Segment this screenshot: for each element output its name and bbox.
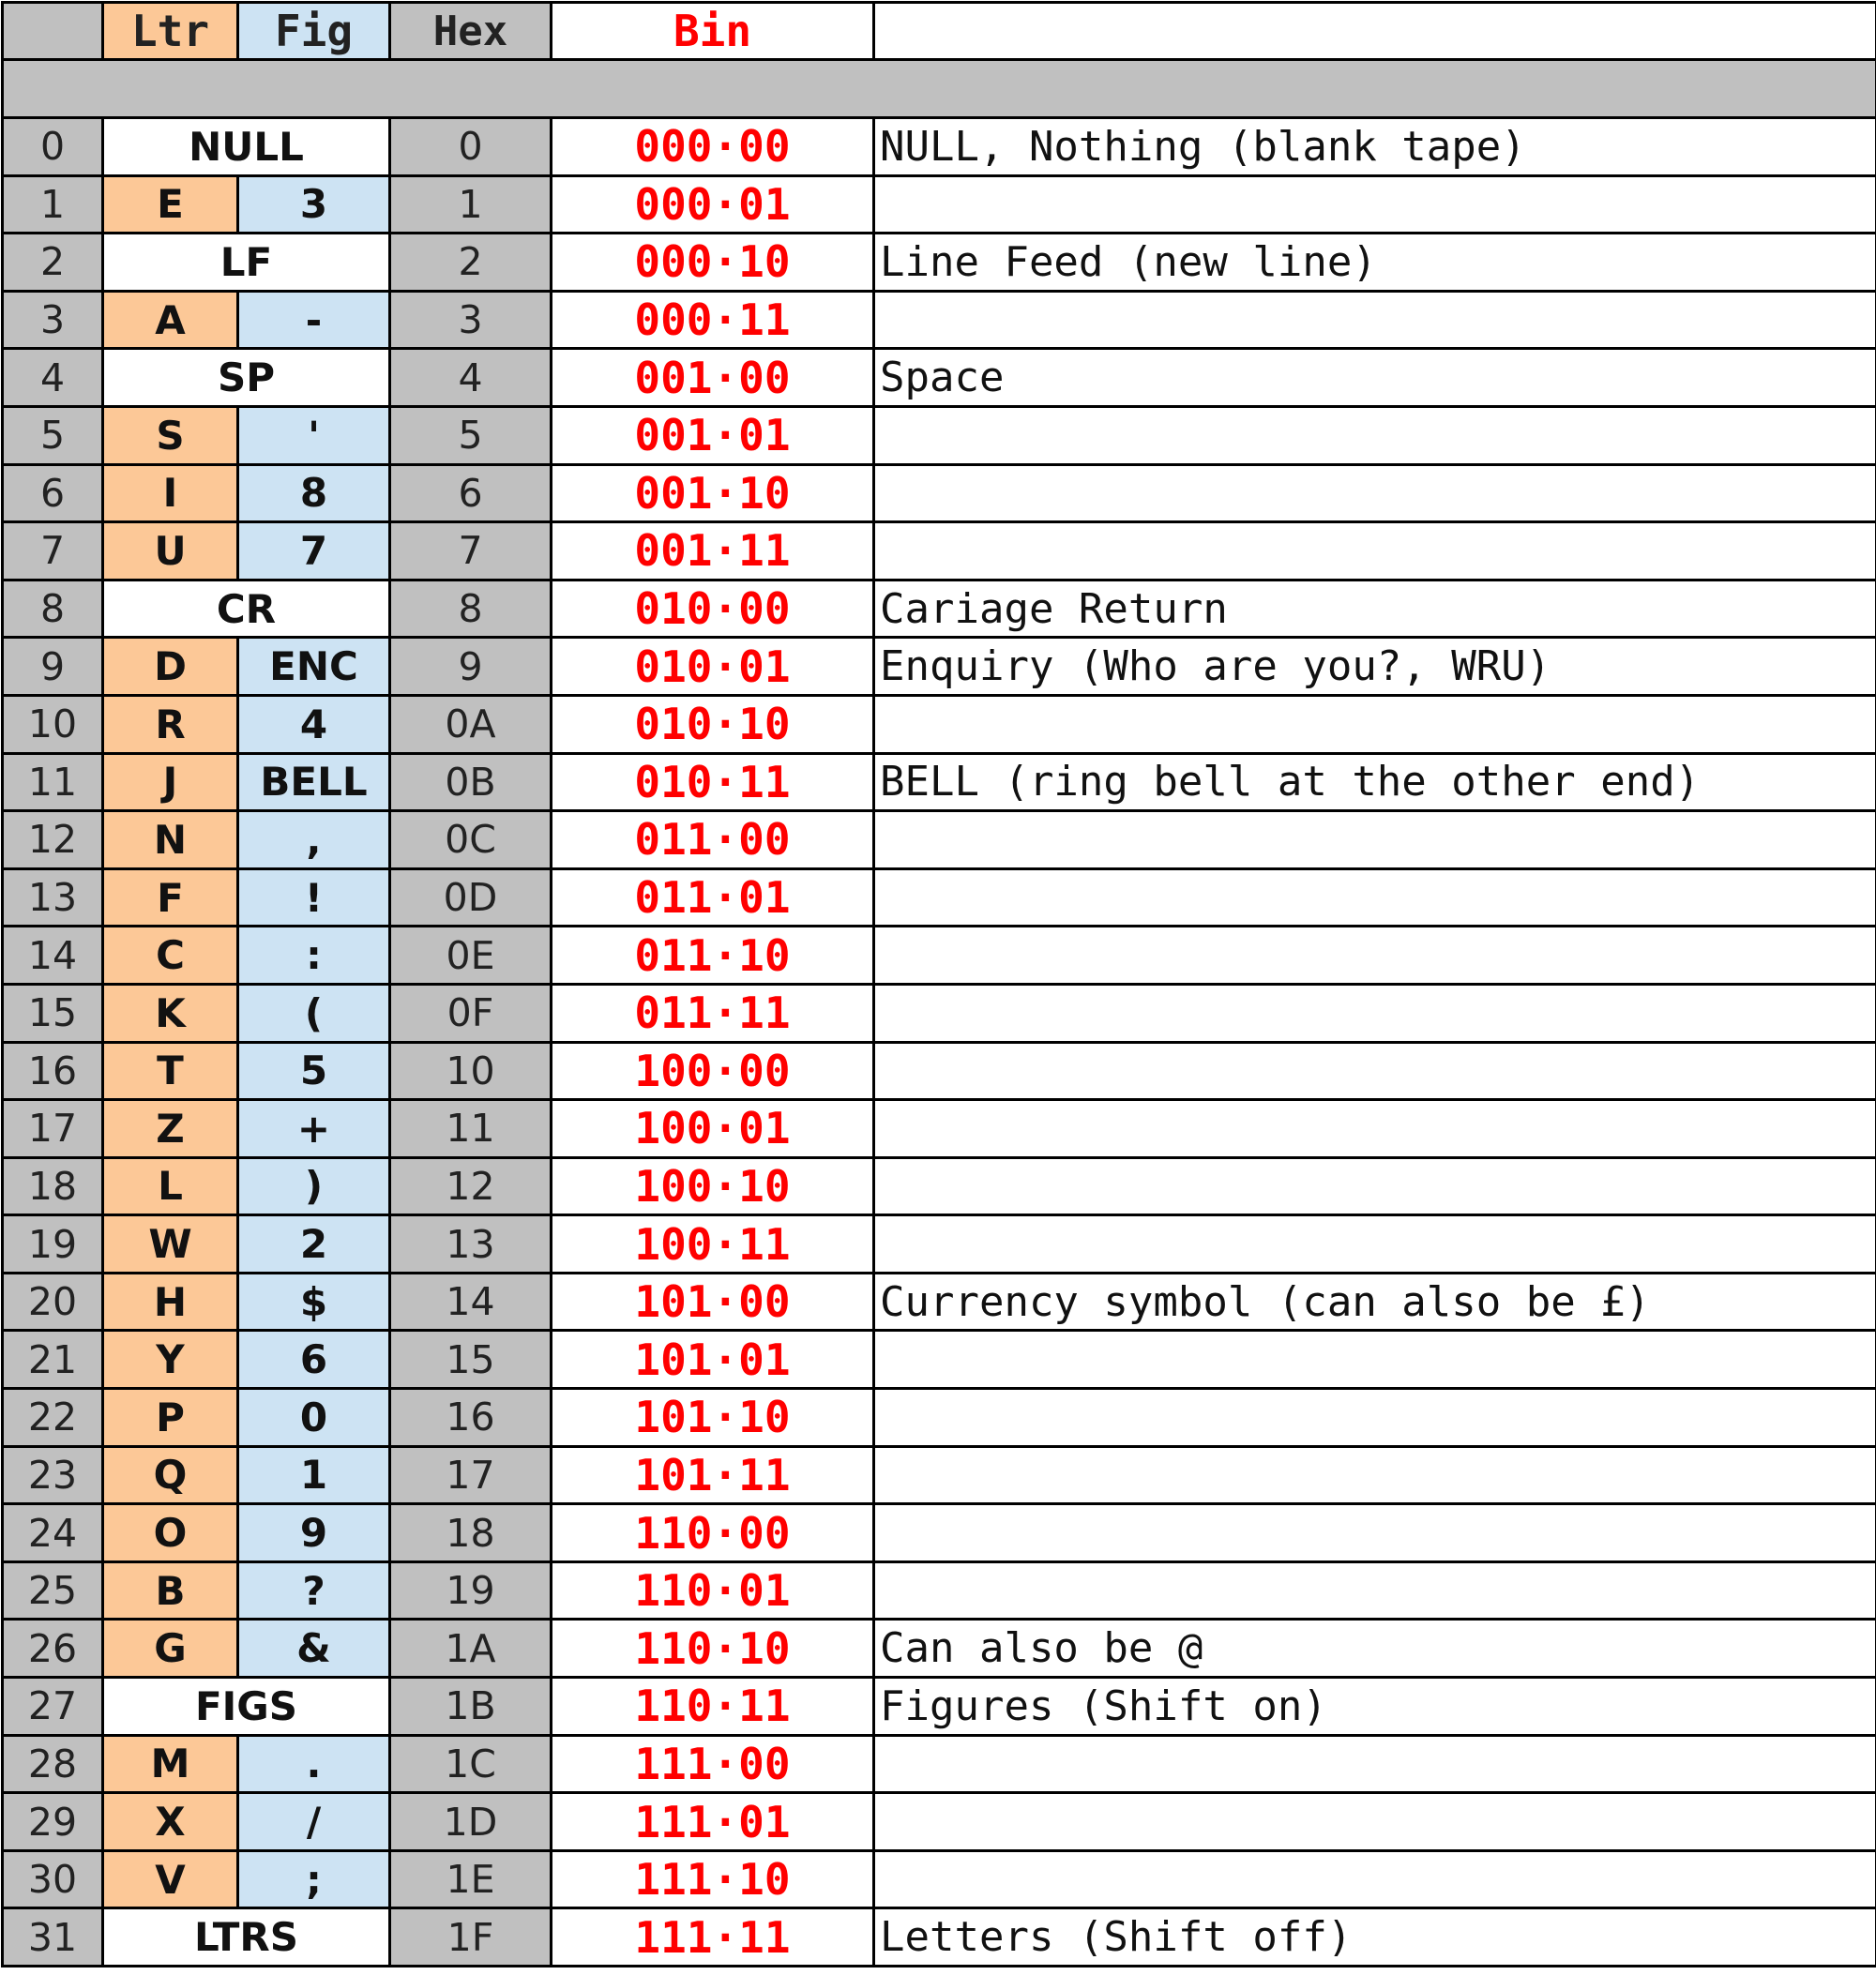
hex-cell: 1F [390, 1908, 552, 1967]
hex-cell: 2 [390, 234, 552, 292]
decimal-cell: 27 [3, 1678, 103, 1736]
decimal-cell: 13 [3, 868, 103, 927]
figure-cell: BELL [238, 753, 390, 811]
description-cell: Space [874, 349, 1876, 407]
figure-cell: 9 [238, 1504, 390, 1562]
letter-cell: O [103, 1504, 238, 1562]
decimal-cell: 1 [3, 175, 103, 234]
description-cell [874, 1793, 1876, 1851]
separator-cell [3, 60, 1876, 118]
control-code-cell: FIGS [103, 1678, 390, 1736]
baudot-code-table [1, 1, 1876, 1967]
header-ltr: Ltr [103, 3, 238, 60]
decimal-cell: 22 [3, 1389, 103, 1447]
decimal-cell: 6 [3, 464, 103, 522]
table-row [3, 1735, 1876, 1793]
decimal-cell: 4 [3, 349, 103, 407]
letter-cell: L [103, 1157, 238, 1215]
letter-cell: N [103, 811, 238, 869]
control-code-cell: LTRS [103, 1908, 390, 1967]
figure-cell: . [238, 1735, 390, 1793]
table-row [3, 1908, 1876, 1967]
binary-cell: 110·11 [552, 1678, 874, 1736]
letter-cell: K [103, 984, 238, 1042]
header-bin: Bin [552, 3, 874, 60]
table-row [3, 1215, 1876, 1274]
decimal-cell: 9 [3, 638, 103, 696]
description-cell [874, 927, 1876, 985]
hex-cell: 6 [390, 464, 552, 522]
header-description-blank [874, 3, 1876, 60]
table-body [3, 118, 1876, 1967]
binary-cell: 101·11 [552, 1446, 874, 1504]
decimal-cell: 2 [3, 234, 103, 292]
decimal-cell: 28 [3, 1735, 103, 1793]
figure-cell: ? [238, 1561, 390, 1620]
decimal-cell: 26 [3, 1620, 103, 1678]
description-cell: Currency symbol (can also be £) [874, 1273, 1876, 1331]
hex-cell: 3 [390, 291, 552, 349]
table-row [3, 984, 1876, 1042]
binary-cell: 111·10 [552, 1850, 874, 1908]
binary-cell: 001·01 [552, 406, 874, 464]
description-cell [874, 1446, 1876, 1504]
figure-cell: & [238, 1620, 390, 1678]
table-row [3, 1850, 1876, 1908]
hex-cell: 1D [390, 1793, 552, 1851]
description-cell [874, 1331, 1876, 1389]
letter-cell: X [103, 1793, 238, 1851]
description-cell [874, 1561, 1876, 1620]
decimal-cell: 10 [3, 695, 103, 753]
binary-cell: 011·10 [552, 927, 874, 985]
description-cell: Line Feed (new line) [874, 234, 1876, 292]
description-cell [874, 1850, 1876, 1908]
hex-cell: 0B [390, 753, 552, 811]
hex-cell: 4 [390, 349, 552, 407]
figure-cell: ! [238, 868, 390, 927]
description-cell [874, 695, 1876, 753]
control-code-cell: LF [103, 234, 390, 292]
table-row [3, 175, 1876, 234]
binary-cell: 000·10 [552, 234, 874, 292]
header-dec-blank [3, 3, 103, 60]
decimal-cell: 7 [3, 522, 103, 580]
hex-cell: 14 [390, 1273, 552, 1331]
description-cell: Letters (Shift off) [874, 1908, 1876, 1967]
figure-cell: ' [238, 406, 390, 464]
letter-cell: W [103, 1215, 238, 1274]
hex-cell: 0 [390, 118, 552, 176]
figure-cell: / [238, 1793, 390, 1851]
figure-cell: 5 [238, 1042, 390, 1100]
table-row [3, 522, 1876, 580]
table-row [3, 291, 1876, 349]
description-cell [874, 868, 1876, 927]
hex-cell: 0C [390, 811, 552, 869]
hex-cell: 15 [390, 1331, 552, 1389]
binary-cell: 011·01 [552, 868, 874, 927]
hex-cell: 8 [390, 580, 552, 638]
hex-cell: 18 [390, 1504, 552, 1562]
letter-cell: U [103, 522, 238, 580]
hex-cell: 11 [390, 1100, 552, 1158]
table-row [3, 638, 1876, 696]
binary-cell: 010·11 [552, 753, 874, 811]
table-row [3, 1100, 1876, 1158]
description-cell: Figures (Shift on) [874, 1678, 1876, 1736]
binary-cell: 010·10 [552, 695, 874, 753]
header-hex: Hex [390, 3, 552, 60]
figure-cell: 1 [238, 1446, 390, 1504]
hex-cell: 1B [390, 1678, 552, 1736]
description-cell [874, 811, 1876, 869]
decimal-cell: 3 [3, 291, 103, 349]
hex-cell: 16 [390, 1389, 552, 1447]
decimal-cell: 16 [3, 1042, 103, 1100]
table-row [3, 811, 1876, 869]
description-cell: BELL (ring bell at the other end) [874, 753, 1876, 811]
description-cell [874, 1735, 1876, 1793]
table-row [3, 868, 1876, 927]
figure-cell: $ [238, 1273, 390, 1331]
figure-cell: ) [238, 1157, 390, 1215]
binary-cell: 111·00 [552, 1735, 874, 1793]
table-row [3, 1620, 1876, 1678]
binary-cell: 101·00 [552, 1273, 874, 1331]
figure-cell: 7 [238, 522, 390, 580]
hex-cell: 1E [390, 1850, 552, 1908]
figure-cell: ; [238, 1850, 390, 1908]
description-cell: Can also be @ [874, 1620, 1876, 1678]
figure-cell: + [238, 1100, 390, 1158]
control-code-cell: NULL [103, 118, 390, 176]
description-cell [874, 406, 1876, 464]
binary-cell: 110·01 [552, 1561, 874, 1620]
binary-cell: 101·01 [552, 1331, 874, 1389]
hex-cell: 12 [390, 1157, 552, 1215]
binary-cell: 001·10 [552, 464, 874, 522]
letter-cell: P [103, 1389, 238, 1447]
header-row [3, 3, 1876, 60]
figure-cell: - [238, 291, 390, 349]
description-cell [874, 522, 1876, 580]
letter-cell: V [103, 1850, 238, 1908]
letter-cell: G [103, 1620, 238, 1678]
decimal-cell: 12 [3, 811, 103, 869]
figure-cell: ENC [238, 638, 390, 696]
hex-cell: 13 [390, 1215, 552, 1274]
letter-cell: I [103, 464, 238, 522]
letter-cell: D [103, 638, 238, 696]
table-row [3, 1389, 1876, 1447]
decimal-cell: 30 [3, 1850, 103, 1908]
decimal-cell: 8 [3, 580, 103, 638]
table-row [3, 464, 1876, 522]
description-cell [874, 1504, 1876, 1562]
binary-cell: 000·11 [552, 291, 874, 349]
decimal-cell: 24 [3, 1504, 103, 1562]
table-row [3, 406, 1876, 464]
description-cell [874, 1100, 1876, 1158]
table-row [3, 1273, 1876, 1331]
description-cell [874, 175, 1876, 234]
description-cell [874, 291, 1876, 349]
binary-cell: 010·01 [552, 638, 874, 696]
hex-cell: 1A [390, 1620, 552, 1678]
description-cell: Enquiry (Who are you?, WRU) [874, 638, 1876, 696]
decimal-cell: 18 [3, 1157, 103, 1215]
binary-cell: 110·00 [552, 1504, 874, 1562]
separator-row [3, 60, 1876, 118]
figure-cell: ( [238, 984, 390, 1042]
letter-cell: M [103, 1735, 238, 1793]
binary-cell: 100·00 [552, 1042, 874, 1100]
decimal-cell: 19 [3, 1215, 103, 1274]
decimal-cell: 0 [3, 118, 103, 176]
decimal-cell: 31 [3, 1908, 103, 1967]
table-row [3, 349, 1876, 407]
table-row [3, 695, 1876, 753]
header-fig: Fig [238, 3, 390, 60]
description-cell [874, 1042, 1876, 1100]
binary-cell: 111·11 [552, 1908, 874, 1967]
binary-cell: 011·00 [552, 811, 874, 869]
hex-cell: 19 [390, 1561, 552, 1620]
decimal-cell: 23 [3, 1446, 103, 1504]
table-row [3, 1504, 1876, 1562]
table-row [3, 1331, 1876, 1389]
hex-cell: 9 [390, 638, 552, 696]
table-row [3, 1793, 1876, 1851]
hex-cell: 17 [390, 1446, 552, 1504]
binary-cell: 000·00 [552, 118, 874, 176]
decimal-cell: 20 [3, 1273, 103, 1331]
letter-cell: A [103, 291, 238, 349]
hex-cell: 5 [390, 406, 552, 464]
figure-cell: 2 [238, 1215, 390, 1274]
hex-cell: 10 [390, 1042, 552, 1100]
table-row [3, 1561, 1876, 1620]
control-code-cell: CR [103, 580, 390, 638]
table-row [3, 118, 1876, 176]
decimal-cell: 5 [3, 406, 103, 464]
description-cell [874, 1157, 1876, 1215]
hex-cell: 0D [390, 868, 552, 927]
letter-cell: E [103, 175, 238, 234]
figure-cell: , [238, 811, 390, 869]
binary-cell: 100·11 [552, 1215, 874, 1274]
letter-cell: F [103, 868, 238, 927]
letter-cell: C [103, 927, 238, 985]
decimal-cell: 11 [3, 753, 103, 811]
table-row [3, 1157, 1876, 1215]
decimal-cell: 29 [3, 1793, 103, 1851]
decimal-cell: 15 [3, 984, 103, 1042]
decimal-cell: 25 [3, 1561, 103, 1620]
binary-cell: 101·10 [552, 1389, 874, 1447]
hex-cell: 0A [390, 695, 552, 753]
decimal-cell: 17 [3, 1100, 103, 1158]
description-cell [874, 464, 1876, 522]
table-row [3, 1678, 1876, 1736]
figure-cell: 0 [238, 1389, 390, 1447]
description-cell [874, 984, 1876, 1042]
hex-cell: 1 [390, 175, 552, 234]
letter-cell: T [103, 1042, 238, 1100]
table-row [3, 1446, 1876, 1504]
binary-cell: 001·00 [552, 349, 874, 407]
description-cell: NULL, Nothing (blank tape) [874, 118, 1876, 176]
table-row [3, 927, 1876, 985]
letter-cell: S [103, 406, 238, 464]
control-code-cell: SP [103, 349, 390, 407]
binary-cell: 110·10 [552, 1620, 874, 1678]
letter-cell: Z [103, 1100, 238, 1158]
decimal-cell: 21 [3, 1331, 103, 1389]
hex-cell: 0F [390, 984, 552, 1042]
letter-cell: R [103, 695, 238, 753]
decimal-cell: 14 [3, 927, 103, 985]
binary-cell: 001·11 [552, 522, 874, 580]
binary-cell: 100·10 [552, 1157, 874, 1215]
description-cell [874, 1389, 1876, 1447]
letter-cell: H [103, 1273, 238, 1331]
binary-cell: 010·00 [552, 580, 874, 638]
binary-cell: 100·01 [552, 1100, 874, 1158]
table-row [3, 1042, 1876, 1100]
description-cell [874, 1215, 1876, 1274]
binary-cell: 111·01 [552, 1793, 874, 1851]
letter-cell: B [103, 1561, 238, 1620]
letter-cell: Y [103, 1331, 238, 1389]
table-row [3, 753, 1876, 811]
figure-cell: 4 [238, 695, 390, 753]
figure-cell: 8 [238, 464, 390, 522]
binary-cell: 000·01 [552, 175, 874, 234]
table-row [3, 234, 1876, 292]
hex-cell: 7 [390, 522, 552, 580]
hex-cell: 1C [390, 1735, 552, 1793]
hex-cell: 0E [390, 927, 552, 985]
figure-cell: 6 [238, 1331, 390, 1389]
figure-cell: : [238, 927, 390, 985]
table-row [3, 580, 1876, 638]
description-cell: Cariage Return [874, 580, 1876, 638]
letter-cell: J [103, 753, 238, 811]
binary-cell: 011·11 [552, 984, 874, 1042]
letter-cell: Q [103, 1446, 238, 1504]
figure-cell: 3 [238, 175, 390, 234]
